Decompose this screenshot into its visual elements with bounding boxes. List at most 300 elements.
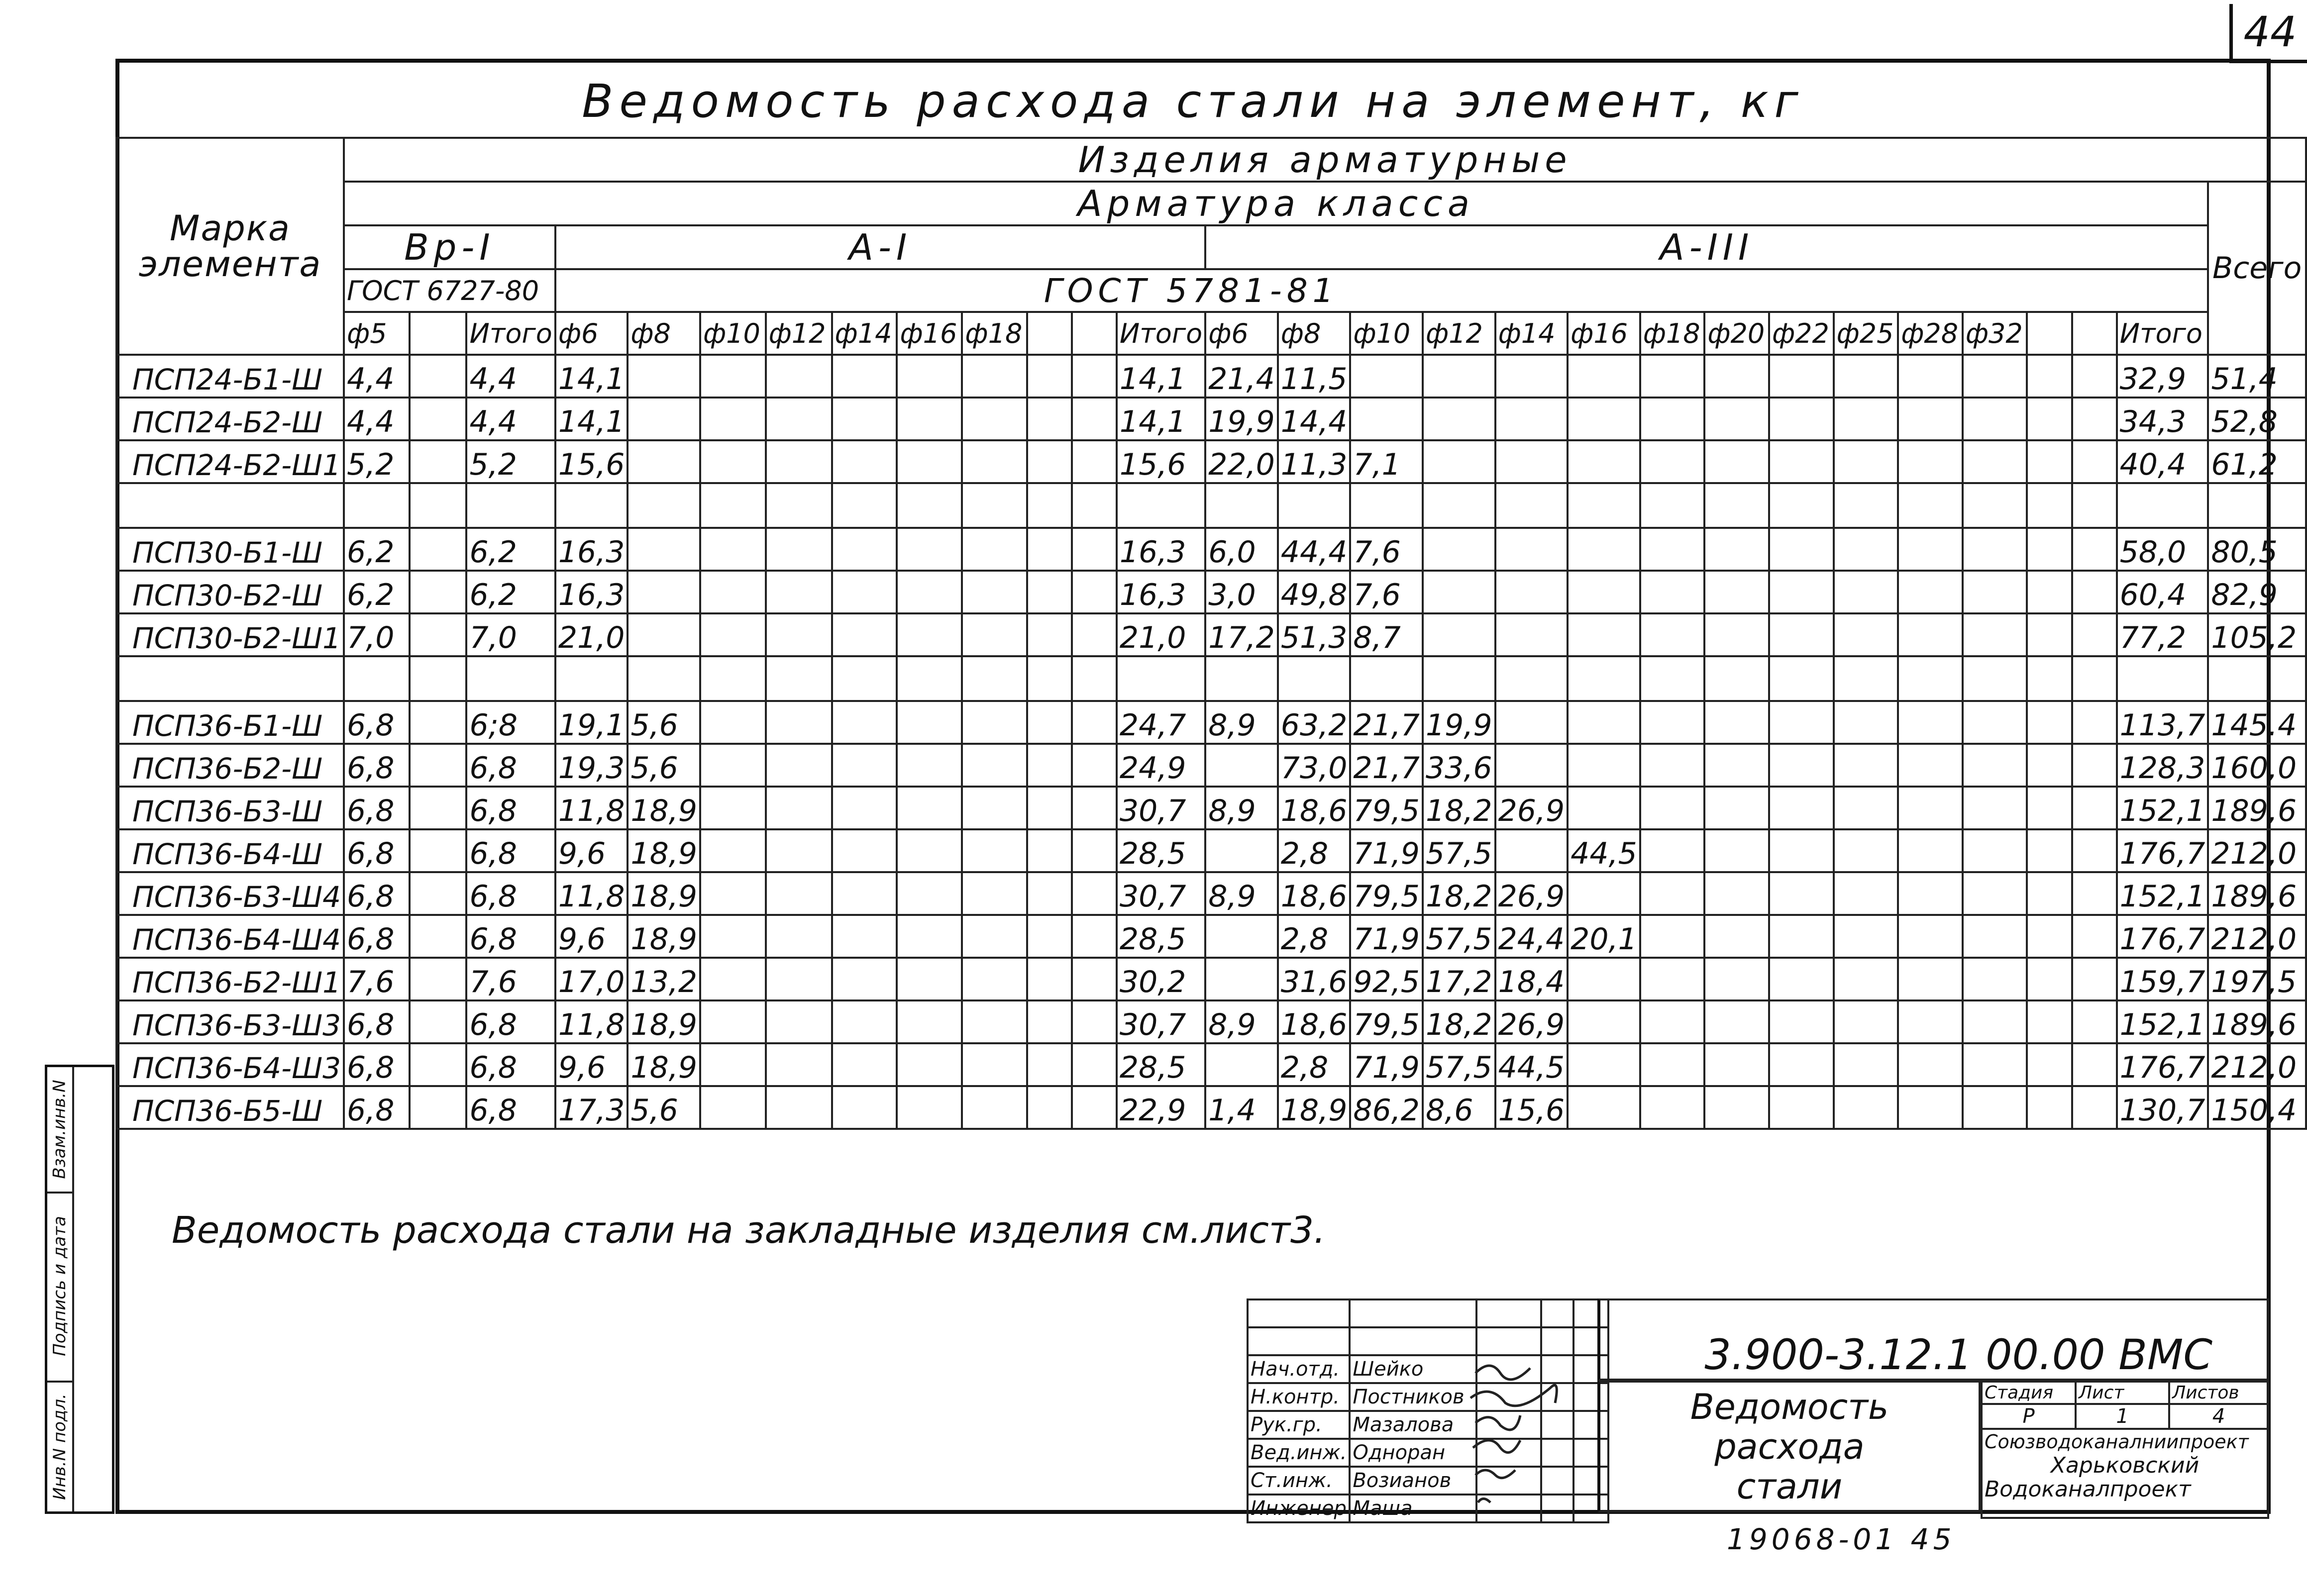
value-cell: 57,5 xyxy=(1423,1043,1495,1086)
value-cell: 152,1 xyxy=(2117,787,2208,829)
value-cell: 5,2 xyxy=(466,440,555,483)
diameter-header xyxy=(1027,312,1072,355)
value-cell xyxy=(962,440,1027,483)
table-row-spacer xyxy=(116,483,2306,528)
value-cell xyxy=(2027,571,2072,613)
element-mark: ПСП36-Б3-Ш3 xyxy=(116,1000,344,1043)
value-cell xyxy=(1898,1086,1963,1129)
value-cell xyxy=(2027,1086,2072,1129)
value-cell: 6,8 xyxy=(466,787,555,829)
empty-cell xyxy=(1278,656,1351,701)
empty-cell xyxy=(116,656,344,701)
value-cell xyxy=(1640,1000,1705,1043)
value-cell: 7,6 xyxy=(1350,528,1423,571)
value-cell: 16,3 xyxy=(555,571,628,613)
value-cell xyxy=(410,440,466,483)
value-cell xyxy=(410,528,466,571)
value-cell xyxy=(1423,613,1495,656)
value-cell xyxy=(897,528,962,571)
value-cell xyxy=(700,571,766,613)
value-cell xyxy=(1963,1000,2027,1043)
sheets-label: Листов xyxy=(2169,1382,2268,1404)
value-cell xyxy=(2072,571,2117,613)
value-cell xyxy=(1704,613,1769,656)
value-cell xyxy=(1704,744,1769,787)
value-cell: 14,1 xyxy=(555,398,628,440)
value-cell xyxy=(1568,355,1640,398)
value-cell xyxy=(1898,571,1963,613)
empty-cell xyxy=(2208,656,2306,701)
empty-cell xyxy=(1898,656,1963,701)
element-mark: ПСП24-Б1-Ш xyxy=(116,355,344,398)
value-cell xyxy=(700,355,766,398)
value-cell xyxy=(1423,528,1495,571)
value-cell xyxy=(962,398,1027,440)
value-cell xyxy=(766,398,832,440)
empty-cell xyxy=(1027,656,1072,701)
value-cell xyxy=(1350,355,1423,398)
value-cell: 8,9 xyxy=(1205,1000,1278,1043)
value-cell: 51,3 xyxy=(1278,613,1351,656)
value-cell xyxy=(1769,744,1834,787)
diameter-header: ф16 xyxy=(1568,312,1640,355)
value-cell: 79,5 xyxy=(1350,787,1423,829)
value-cell xyxy=(1423,440,1495,483)
value-cell: 32,9 xyxy=(2117,355,2208,398)
value-cell: 128,3 xyxy=(2117,744,2208,787)
value-cell xyxy=(1027,440,1072,483)
value-cell xyxy=(2027,1000,2072,1043)
value-cell: 22,0 xyxy=(1205,440,1278,483)
value-cell xyxy=(628,355,700,398)
value-cell xyxy=(962,829,1027,872)
value-cell xyxy=(2027,528,2072,571)
value-cell xyxy=(1027,398,1072,440)
value-cell: 30,7 xyxy=(1117,787,1205,829)
value-cell xyxy=(1027,872,1072,915)
role-4: Ст.инж. xyxy=(1248,1467,1350,1495)
sheets-value: 4 xyxy=(2169,1404,2268,1429)
table-row xyxy=(116,528,2306,571)
value-cell: 71,9 xyxy=(1350,1043,1423,1086)
value-cell xyxy=(766,872,832,915)
table-row xyxy=(116,958,2306,1000)
empty-cell xyxy=(1834,656,1898,701)
title-block xyxy=(1247,1298,2269,1520)
value-cell xyxy=(897,440,962,483)
table-bottom-edge xyxy=(116,1129,2306,1160)
sheet-number: 44 xyxy=(2229,4,2307,63)
products-header: Изделия арматурные xyxy=(344,138,2306,182)
value-cell xyxy=(1072,701,1117,744)
value-cell: 8,9 xyxy=(1205,701,1278,744)
value-cell: 21,4 xyxy=(1205,355,1278,398)
value-cell xyxy=(897,787,962,829)
value-cell: 18,9 xyxy=(628,872,700,915)
value-cell xyxy=(1898,915,1963,958)
value-cell xyxy=(410,1086,466,1129)
diameter-header xyxy=(2027,312,2072,355)
archive-number: 19068-01 45 xyxy=(1727,1522,1956,1556)
value-cell: 14,1 xyxy=(555,355,628,398)
value-cell: 4,4 xyxy=(466,398,555,440)
diameter-header: ф18 xyxy=(962,312,1027,355)
value-cell xyxy=(766,787,832,829)
value-cell xyxy=(1834,440,1898,483)
value-cell xyxy=(1769,613,1834,656)
empty-cell xyxy=(897,656,962,701)
value-cell xyxy=(962,1086,1027,1129)
value-cell xyxy=(700,528,766,571)
value-cell: 79,5 xyxy=(1350,872,1423,915)
value-cell xyxy=(1769,872,1834,915)
value-cell xyxy=(1704,1086,1769,1129)
value-cell: 16,3 xyxy=(555,528,628,571)
total-header: Всего xyxy=(2208,182,2306,355)
value-cell xyxy=(1834,829,1898,872)
value-cell xyxy=(832,398,897,440)
value-cell: 17,0 xyxy=(555,958,628,1000)
empty-cell xyxy=(1495,656,1568,701)
empty-cell xyxy=(1834,483,1898,528)
value-cell: 22,9 xyxy=(1117,1086,1205,1129)
value-cell: 19,3 xyxy=(555,744,628,787)
value-cell: 7,6 xyxy=(466,958,555,1000)
org-line-2: Харьковский xyxy=(2050,1453,2200,1478)
value-cell xyxy=(700,613,766,656)
value-cell xyxy=(2072,744,2117,787)
side-cell-replace: Взам.инв.N xyxy=(47,1067,72,1194)
element-mark: ПСП36-Б4-Ш4 xyxy=(116,915,344,958)
diameter-header: ф10 xyxy=(1350,312,1423,355)
value-cell: 26,9 xyxy=(1495,787,1568,829)
value-cell xyxy=(832,613,897,656)
value-cell xyxy=(1495,701,1568,744)
element-mark: ПСП36-Б5-Ш xyxy=(116,1086,344,1129)
element-mark: ПСП36-Б3-Ш xyxy=(116,787,344,829)
empty-cell xyxy=(766,483,832,528)
value-cell xyxy=(1963,571,2027,613)
table-row xyxy=(116,571,2306,613)
value-cell xyxy=(1640,829,1705,872)
value-cell: 6,8 xyxy=(466,829,555,872)
empty-cell xyxy=(766,656,832,701)
value-cell xyxy=(1769,528,1834,571)
value-cell: 24,7 xyxy=(1117,701,1205,744)
value-cell xyxy=(2027,958,2072,1000)
value-cell xyxy=(1898,829,1963,872)
total-cell: 61,2 xyxy=(2208,440,2306,483)
value-cell xyxy=(1568,613,1640,656)
empty-cell xyxy=(344,656,410,701)
value-cell: 6,8 xyxy=(344,915,410,958)
value-cell xyxy=(1027,355,1072,398)
value-cell xyxy=(766,958,832,1000)
value-cell xyxy=(410,571,466,613)
value-cell: 44,5 xyxy=(1568,829,1640,872)
reinforcement-class-header: Арматура класса xyxy=(344,182,2208,225)
value-cell: 17,2 xyxy=(1423,958,1495,1000)
value-cell xyxy=(1495,613,1568,656)
document-code: 3.900-3.12.1 00.00 ВМС xyxy=(1704,1330,2212,1379)
value-cell: 28,5 xyxy=(1117,829,1205,872)
value-cell xyxy=(1027,701,1072,744)
value-cell xyxy=(700,1043,766,1086)
value-cell xyxy=(1568,1043,1640,1086)
empty-cell xyxy=(2117,656,2208,701)
value-cell xyxy=(1495,744,1568,787)
value-cell xyxy=(1704,872,1769,915)
value-cell xyxy=(1704,701,1769,744)
value-cell: 57,5 xyxy=(1423,915,1495,958)
value-cell xyxy=(1704,528,1769,571)
value-cell: 71,9 xyxy=(1350,829,1423,872)
value-cell xyxy=(1027,829,1072,872)
gost-vr-header: ГОСТ 6727-80 xyxy=(344,269,555,312)
value-cell xyxy=(832,872,897,915)
value-cell: 4,4 xyxy=(344,355,410,398)
value-cell xyxy=(766,440,832,483)
value-cell xyxy=(1769,1043,1834,1086)
value-cell xyxy=(1963,872,2027,915)
value-cell: 6,8 xyxy=(344,1000,410,1043)
value-cell xyxy=(1769,787,1834,829)
value-cell xyxy=(1704,915,1769,958)
value-cell: 30,7 xyxy=(1117,1000,1205,1043)
value-cell: 11,3 xyxy=(1278,440,1351,483)
value-cell xyxy=(1640,872,1705,915)
value-cell: 6,8 xyxy=(466,915,555,958)
value-cell xyxy=(832,787,897,829)
value-cell xyxy=(1898,440,1963,483)
table-row xyxy=(116,872,2306,915)
value-cell xyxy=(2072,1043,2117,1086)
table-row xyxy=(116,1043,2306,1086)
name-3: Одноран xyxy=(1350,1439,1476,1467)
value-cell xyxy=(766,744,832,787)
value-cell xyxy=(897,571,962,613)
value-cell xyxy=(1834,571,1898,613)
value-cell xyxy=(1027,915,1072,958)
value-cell xyxy=(1898,701,1963,744)
total-cell: 145.4 xyxy=(2208,701,2306,744)
value-cell xyxy=(1834,1043,1898,1086)
table-row xyxy=(116,1000,2306,1043)
diameter-header: ф18 xyxy=(1640,312,1705,355)
value-cell: 8,9 xyxy=(1205,872,1278,915)
value-cell: 57,5 xyxy=(1423,829,1495,872)
value-cell: 5,6 xyxy=(628,1086,700,1129)
value-cell xyxy=(628,613,700,656)
value-cell xyxy=(2027,701,2072,744)
value-cell: 18,6 xyxy=(1278,1000,1351,1043)
value-cell: 176,7 xyxy=(2117,915,2208,958)
total-cell: 189,6 xyxy=(2208,787,2306,829)
value-cell xyxy=(1769,958,1834,1000)
value-cell xyxy=(1495,829,1568,872)
value-cell: 86,2 xyxy=(1350,1086,1423,1129)
value-cell xyxy=(410,1043,466,1086)
value-cell xyxy=(1963,915,2027,958)
value-cell xyxy=(1640,701,1705,744)
table-row xyxy=(116,701,2306,744)
value-cell xyxy=(962,355,1027,398)
role-3: Вед.инж. xyxy=(1248,1439,1350,1467)
value-cell xyxy=(832,1000,897,1043)
value-cell xyxy=(1963,440,2027,483)
element-mark: ПСП36-Б4-Ш xyxy=(116,829,344,872)
class-a1-header: А-I xyxy=(555,225,1205,269)
empty-cell xyxy=(1495,483,1568,528)
embedded-parts-note: Ведомость расхода стали на закладные изделия см.лист3. xyxy=(172,1209,1326,1252)
value-cell xyxy=(2072,1000,2117,1043)
value-cell xyxy=(1834,787,1898,829)
value-cell xyxy=(897,355,962,398)
empty-cell xyxy=(897,483,962,528)
value-cell: 58,0 xyxy=(2117,528,2208,571)
value-cell xyxy=(766,1000,832,1043)
value-cell: 7,0 xyxy=(466,613,555,656)
value-cell xyxy=(962,958,1027,1000)
diameter-header: ф10 xyxy=(700,312,766,355)
value-cell: 6,0 xyxy=(1205,528,1278,571)
value-cell xyxy=(962,787,1027,829)
value-cell: 6,2 xyxy=(344,528,410,571)
empty-cell xyxy=(1704,483,1769,528)
element-mark: ПСП36-Б4-Ш3 xyxy=(116,1043,344,1086)
value-cell xyxy=(1423,571,1495,613)
value-cell: 6,2 xyxy=(466,528,555,571)
value-cell xyxy=(1898,1000,1963,1043)
stage-value: Р xyxy=(1982,1404,2076,1429)
value-cell xyxy=(1704,787,1769,829)
diameter-header: ф6 xyxy=(555,312,628,355)
value-cell xyxy=(832,701,897,744)
name-4: Возианов xyxy=(1350,1467,1476,1495)
value-cell: 176,7 xyxy=(2117,829,2208,872)
value-cell xyxy=(628,571,700,613)
steel-consumption-table xyxy=(115,137,2307,1160)
value-cell xyxy=(1568,528,1640,571)
value-cell xyxy=(1640,744,1705,787)
value-cell xyxy=(1963,829,2027,872)
value-cell: 130,7 xyxy=(2117,1086,2208,1129)
value-cell: 92,5 xyxy=(1350,958,1423,1000)
diameter-header: ф25 xyxy=(1834,312,1898,355)
value-cell xyxy=(1072,1000,1117,1043)
diameter-header: ф32 xyxy=(1963,312,2027,355)
empty-cell xyxy=(700,656,766,701)
value-cell xyxy=(832,1086,897,1129)
value-cell: 6,8 xyxy=(466,872,555,915)
value-cell: 6,8 xyxy=(344,701,410,744)
value-cell xyxy=(700,744,766,787)
value-cell xyxy=(897,1086,962,1129)
value-cell xyxy=(766,915,832,958)
value-cell: 28,5 xyxy=(1117,915,1205,958)
value-cell xyxy=(1027,528,1072,571)
value-cell: 14,4 xyxy=(1278,398,1351,440)
value-cell xyxy=(1072,829,1117,872)
value-cell xyxy=(962,1043,1027,1086)
value-cell xyxy=(1640,1043,1705,1086)
value-cell xyxy=(1769,915,1834,958)
value-cell xyxy=(1495,355,1568,398)
sheet-value: 1 xyxy=(2076,1404,2169,1429)
value-cell xyxy=(1423,355,1495,398)
value-cell: 20,1 xyxy=(1568,915,1640,958)
value-cell xyxy=(897,1043,962,1086)
value-cell: 24,9 xyxy=(1117,744,1205,787)
value-cell: 71,9 xyxy=(1350,915,1423,958)
diameter-header xyxy=(2072,312,2117,355)
value-cell xyxy=(1568,440,1640,483)
value-cell: 21,0 xyxy=(1117,613,1205,656)
value-cell xyxy=(1072,958,1117,1000)
value-cell: 11,8 xyxy=(555,787,628,829)
diameter-header: ф8 xyxy=(628,312,700,355)
empty-cell xyxy=(1072,656,1117,701)
value-cell xyxy=(1027,571,1072,613)
empty-cell xyxy=(1117,656,1205,701)
value-cell xyxy=(2027,829,2072,872)
diameter-header: ф22 xyxy=(1769,312,1834,355)
value-cell: 18,2 xyxy=(1423,1000,1495,1043)
value-cell xyxy=(1072,355,1117,398)
value-cell: 15,6 xyxy=(1117,440,1205,483)
value-cell xyxy=(1205,744,1278,787)
total-cell: 189,6 xyxy=(2208,872,2306,915)
diameter-header: ф5 xyxy=(344,312,410,355)
value-cell: 33,6 xyxy=(1423,744,1495,787)
element-mark: ПСП36-Б2-Ш xyxy=(116,744,344,787)
value-cell xyxy=(1963,701,2027,744)
total-cell: 80,5 xyxy=(2208,528,2306,571)
diameter-header: Итого xyxy=(2117,312,2208,355)
value-cell xyxy=(1640,613,1705,656)
value-cell xyxy=(832,744,897,787)
value-cell: 5,2 xyxy=(344,440,410,483)
value-cell xyxy=(1963,744,2027,787)
value-cell xyxy=(832,829,897,872)
value-cell xyxy=(1898,958,1963,1000)
value-cell xyxy=(1704,1000,1769,1043)
value-cell xyxy=(832,1043,897,1086)
value-cell xyxy=(2027,613,2072,656)
value-cell xyxy=(1834,613,1898,656)
value-cell xyxy=(1205,829,1278,872)
empty-cell xyxy=(1640,656,1705,701)
value-cell xyxy=(1072,1086,1117,1129)
value-cell xyxy=(700,829,766,872)
value-cell xyxy=(410,915,466,958)
value-cell xyxy=(2072,915,2117,958)
value-cell xyxy=(1640,528,1705,571)
value-cell xyxy=(410,701,466,744)
value-cell xyxy=(1027,1043,1072,1086)
value-cell: 26,9 xyxy=(1495,1000,1568,1043)
total-cell: 212,0 xyxy=(2208,915,2306,958)
empty-cell xyxy=(628,483,700,528)
value-cell xyxy=(962,528,1027,571)
total-cell: 160,0 xyxy=(2208,744,2306,787)
value-cell xyxy=(1898,613,1963,656)
value-cell xyxy=(1640,915,1705,958)
total-cell: 105,2 xyxy=(2208,613,2306,656)
value-cell: 13,2 xyxy=(628,958,700,1000)
value-cell xyxy=(1769,701,1834,744)
value-cell xyxy=(1350,398,1423,440)
